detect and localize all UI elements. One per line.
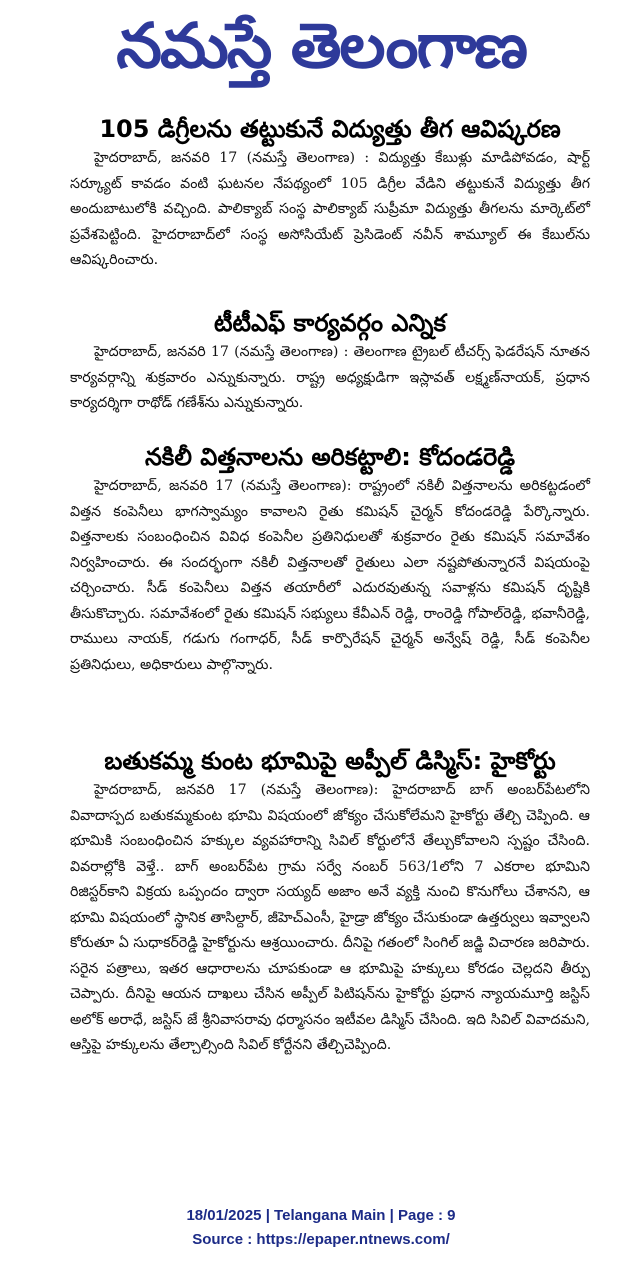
- article-wire-launch: [70, 112, 590, 274]
- article-body: హైదరాబాద్, జనవరి 17 (నమస్తే తెలంగాణ): హైదరాబాద్ బాగ్ అంబర్‌పేటలోని వివాదాస్పద బతుకమ్మకుంట భూమి విషయంలో జోక్యం చేసుకోలేమని హైకోర్టు తేల్చి చెప్పింది. ఆ భూమికి సంబంధించిన హక్కుల వ్యవహారాన్ని సివిల్ కోర్టులోనే తేల్చుకోవాలని స్పష్టం చేసింది. వివరాల్లోకి వెళ్తే.. బాగ్ అంబర్‌పేట గ్రామ సర్వే నంబర్ 563/1లోని 7 ఎకరాల భూమిని రిజిస్టర్‌కాని విక్రయ ఒప్పందం ద్వారా సయ్యద్ అజాం అనే వ్యక్తి నుంచి కొనుగోలు చేశానని, ఆ భూమి విషయంలో స్థానిక తాసిల్దార్, జీహెచ్‌ఎంసీ, హైడ్రా జోక్యం చేసుకుండా ఉత్తర్వులు ఇవ్వాలని కోరుతూ ఏ సుధాకర్‌రెడ్డి హైకోర్టును ఆశ్రయించారు. దీనిపై గతంలో సింగిల్ జడ్జి విచారణ జరిపారు. సరైన పత్రాలు, ఇతర ఆధారాలను చూపకుండా ఆ భూమిపై హక్కులు కోరడం చెల్లదని తీర్పు చెప్పారు. దీనిపై ఆయన దాఖలు చేసిన అప్పీల్ పిటిషన్‌ను హైకోర్టు ప్రధాన న్యాయమూర్తి జస్టిస్ అలోక్ అరాధే, జస్టిస్ జే శ్రీనివాసరావు ధర్మాసనం ఇటీవల డిస్మిస్ చేసింది. ఇది సివిల్ వివాదమని, ఆస్తిపై హక్కులను తేల్చాల్సింది సివిల్ కోర్టేనని తేల్చిచెప్పింది.: [70, 782, 590, 1053]
- article-headline: టీటీఎఫ్ కార్యవర్గం ఎన్నిక: [213, 309, 446, 337]
- article-body: హైదరాబాద్, జనవరి 17 (నమస్తే తెలంగాణ) : విద్యుత్తు కేబుళ్లు మాడిపోవడం, షార్ట్ సర్క్యూట్ కావడం వంటి ఘటనల నేపథ్యంలో 105 డిగ్రీల వేడిని తట్టుకునే విద్యుత్తు తీగ అందుబాటులోకి వచ్చింది. పాలిక్యాబ్ సంస్థ పాలిక్యాబ్ సుప్రీమా విద్యుత్తు తీగలను మార్కెట్‌లో ప్రవేశపెట్టింది. హైదరాబాద్‌లో సంస్థ అసోసియేట్ ప్రెసిడెంట్ నవీన్ శామ్యూల్ ఈ కేబుల్‌ను ఆవిష్కరించారు.: [70, 150, 590, 268]
- article-body: హైదరాబాద్, జనవరి 17 (నమస్తే తెలంగాణ) : తెలంగాణ ట్రైబల్ టీచర్స్ ఫెడరేషన్ నూతన కార్యవర్గాన్ని శుక్రవారం ఎన్నుకున్నారు. రాష్ట్ర అధ్యక్షుడిగా ఇస్లావత్ లక్ష్మణ్‌నాయక్, ప్రధాన కార్యదర్శిగా రాథోడ్ గణేశ్‌ను ఎన్నుకున్నారు.: [70, 344, 590, 411]
- article-headline: బతుకమ్మ కుంట భూమిపై అప్పీల్ డిస్మిస్: హైకోర్టు: [104, 747, 556, 775]
- newspaper-masthead: [0, 6, 642, 88]
- article-fake-seeds: [70, 440, 590, 678]
- source-link[interactable]: Source : https://epaper.ntnews.com/: [192, 1231, 450, 1248]
- edition-info: 18/01/2025 | Telangana Main | Page : 9: [186, 1207, 456, 1224]
- article-headline: నకిలీ విత్తనాలను అరికట్టాలి: కోదండరెడ్డి: [144, 443, 516, 471]
- article-body: హైదరాబాద్, జనవరి 17 (నమస్తే తెలంగాణ): రాష్ట్రంలో నకిలీ విత్తనాలను అరికట్టడంలో విత్తన కంపెనీలు భాగస్వామ్యం కావాలని రైతు కమిషన్ చైర్మన్ కోదండరెడ్డి పేర్కొన్నారు. విత్తనాలకు సంబంధించిన వివిధ కంపెనీల ప్రతినిధులతో శుక్రవారం రైతు కమిషన్ సమావేశం నిర్వహించారు. ఈ సందర్భంగా నకిలీ విత్తనాలతో రైతులు ఎలా నష్టపోతున్నారనే విషయంపై చర్చించారు. సీడ్ కంపెనీలు విత్తన తయారీలో ఎదురవుతున్న సవాళ్లను కమిషన్ దృష్టికి తీసుకొచ్చారు. సమావేశంలో రైతు కమిషన్ సభ్యులు కేవీఎన్ రెడ్డి, రాంరెడ్డి గోపాల్‌రెడ్డి, భవానీరెడ్డి, రాములు నాయక్, గడుగు గంగాధర్, సీడ్ కార్పొరేషన్ చైర్మన్ అన్వేష్ రెడ్డి, సీడ్ కంపెనీల ప్రతినిధులు, అధికారులు పాల్గొన్నారు.: [70, 478, 590, 673]
- masthead-logo-text: నమస్తే తెలంగాణ: [116, 9, 526, 82]
- article-headline: 105 డిగ్రీలను తట్టుకునే విద్యుత్తు తీగ ఆవిష్కరణ: [99, 115, 561, 143]
- article-bathukamma-kunta: [70, 744, 590, 1059]
- article-ttf-election: [70, 306, 590, 417]
